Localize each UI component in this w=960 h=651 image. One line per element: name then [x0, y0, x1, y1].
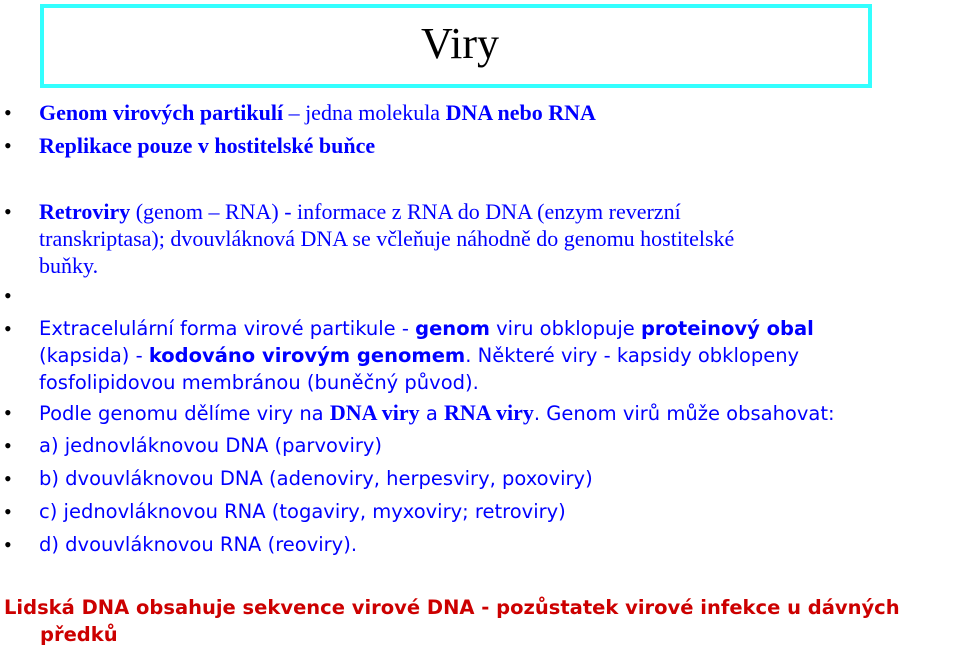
bullet-text	[39, 99, 952, 126]
bullet-text	[39, 198, 952, 279]
bold-text: Retroviry	[39, 199, 131, 224]
plain-text: – jedna molekula	[283, 100, 446, 125]
bullet-dot: •	[4, 133, 12, 158]
bullet-text: c) jednovláknovou RNA (togaviry, myxoviry; retroviry)	[39, 500, 566, 523]
bullet-dot: •	[4, 283, 12, 308]
bullet-dot: •	[4, 400, 12, 425]
bold-text: Replikace pouze v hostitelské buňce	[39, 133, 376, 158]
bold-text: genom	[415, 317, 490, 340]
footer-line: Lidská DNA obsahuje sekvence virové DNA - pozůstatek virové infekce u dávných	[4, 596, 900, 619]
bullet-text: b) dvouvláknovou DNA (adenoviry, herpesviry, poxoviry)	[39, 467, 593, 490]
bold-text: DNA nebo RNA	[445, 100, 596, 125]
bullet-dot: •	[4, 100, 12, 125]
plain-text: (kapsida) -	[39, 344, 149, 367]
plain-text: Extracelulární forma virové partikule -	[39, 317, 416, 340]
bold-text: kodováno virovým genomem	[148, 344, 466, 367]
bold-text: RNA viry	[444, 400, 534, 425]
plain-text: transkriptasa); dvouvláknová DNA se včleňuje náhodně do genomu hostitelské	[39, 226, 735, 251]
bold-text: DNA viry	[329, 400, 420, 425]
plain-text: (genom – RNA) - informace z RNA do DNA (enzym reverzní	[130, 199, 681, 224]
bullet-dot: •	[4, 433, 12, 458]
title-box	[40, 4, 872, 88]
plain-text: viru obklopuje	[489, 317, 641, 340]
bullet-text: d) dvouvláknovou RNA (reoviry).	[39, 533, 358, 556]
plain-text: a	[419, 402, 445, 425]
bullet-text	[39, 315, 952, 396]
bullet-dot: •	[4, 532, 12, 557]
plain-text: buňky.	[39, 253, 99, 278]
bullet-text	[39, 132, 952, 159]
slide-title: Viry	[420, 19, 499, 68]
plain-text: . Genom virů může obsahovat:	[533, 402, 835, 425]
bullet-dot: •	[4, 499, 12, 524]
bullet-dot: •	[4, 316, 12, 341]
footer-line: předků	[40, 623, 118, 646]
plain-text: fosfolipidovou membránou (buněčný původ).	[39, 371, 479, 394]
plain-text: . Některé viry - kapsidy obklopeny	[465, 344, 800, 367]
footer-note	[4, 594, 960, 648]
bullet-dot: •	[4, 466, 12, 491]
bullet-text: a) jednovláknovou DNA (parvoviry)	[39, 434, 383, 457]
bold-text: Genom virových partikulí	[39, 100, 284, 125]
bold-text: proteinový obal	[640, 317, 814, 340]
bullet-dot: •	[4, 199, 12, 224]
bullet-text	[39, 399, 952, 427]
plain-text: Podle genomu dělíme viry na	[39, 402, 330, 425]
